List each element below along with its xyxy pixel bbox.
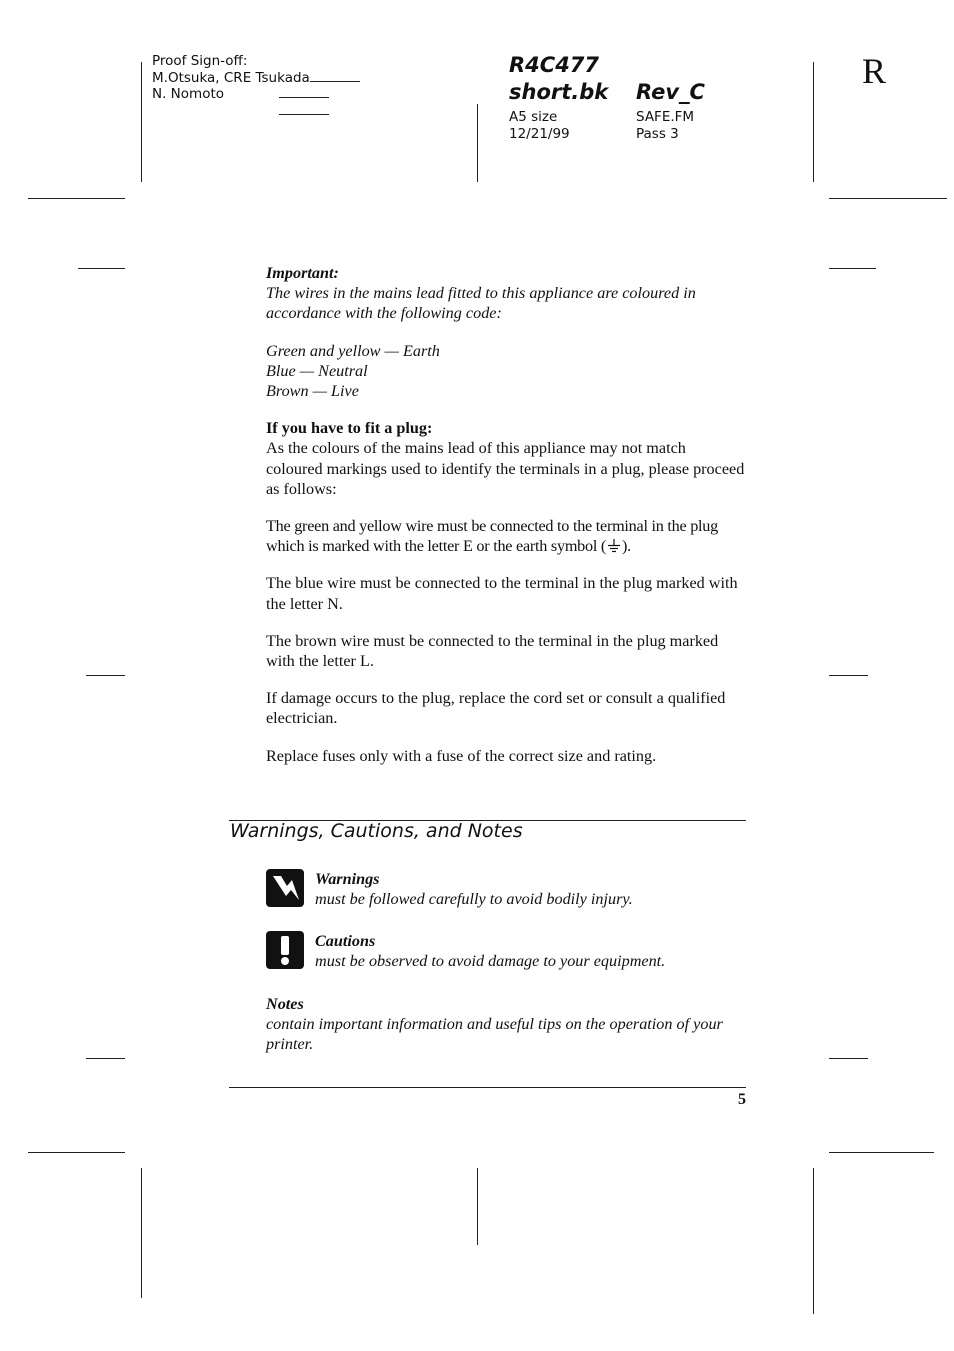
- proof-line3: [152, 103, 360, 120]
- crop-mark: [829, 1058, 868, 1059]
- header-size: A5 size: [509, 109, 558, 125]
- plug-text: As the colours of the mains lead of this appliance may not match coloured markings used to identify the terminals in a plug, please proceed as follows:: [266, 439, 745, 498]
- proof-signoff: [152, 53, 360, 119]
- header-book: short.bk: [509, 80, 609, 104]
- crop-mark: [86, 675, 125, 676]
- header-right: [636, 79, 705, 142]
- crop-mark: [477, 1168, 478, 1245]
- crop-mark: [28, 198, 125, 199]
- warnings-desc: must be followed carefully to avoid bodily injury.: [315, 890, 633, 909]
- chapter-mark: R: [862, 51, 887, 91]
- fuse-paragraph: Replace fuses only with a fuse of the correct size and rating.: [266, 746, 657, 765]
- warnings-title: Warnings: [315, 870, 380, 888]
- signature-blank: [279, 103, 329, 115]
- notes-desc: contain important information and useful tips on the operation of your printer.: [266, 1015, 723, 1054]
- crop-mark: [86, 1058, 125, 1059]
- proof-line1: M.Otsuka, CRE Tsukada: [152, 70, 360, 87]
- earth-symbol-icon: [606, 538, 622, 554]
- damage-paragraph: If damage occurs to the plug, replace the cord set or consult a qualified electrician.: [266, 689, 726, 728]
- cautions-note: [315, 931, 665, 971]
- header-left: [509, 52, 608, 142]
- green-wire-paragraph: The green and yellow wire must be connected to the terminal in the plug which is marked with the letter E or the earth symbol ( ).: [266, 517, 718, 556]
- crop-mark: [829, 1152, 934, 1153]
- cautions-desc: must be observed to avoid damage to your equipment.: [315, 952, 666, 971]
- crop-mark: [829, 198, 947, 199]
- color-code-item: Green and yellow — Earth: [266, 341, 440, 360]
- main-content: [266, 263, 746, 783]
- crop-mark: [813, 62, 814, 182]
- color-code-item: Brown — Live: [266, 382, 359, 401]
- warnings-note: [315, 869, 633, 909]
- header-code: R4C477: [509, 53, 600, 77]
- important-text: The wires in the mains lead fitted to this appliance are coloured in accordance with the following code:: [266, 284, 696, 323]
- lightning-icon: [266, 869, 304, 907]
- crop-mark: [829, 675, 868, 676]
- header-date: 12/21/99: [509, 125, 570, 142]
- caution-icon: [266, 931, 304, 969]
- blue-wire-paragraph: The blue wire must be connected to the terminal in the plug marked with the letter N.: [266, 574, 738, 613]
- exclamation-icon: [266, 931, 304, 969]
- crop-mark: [78, 268, 125, 269]
- header-file: SAFE.FM: [636, 109, 695, 125]
- proof-line2: N. Nomoto: [152, 86, 360, 103]
- footer-rule: [229, 1087, 746, 1088]
- color-code-list: [266, 341, 746, 402]
- signature-blank: [310, 70, 360, 82]
- notes-title: Notes: [266, 995, 304, 1013]
- crop-mark: [477, 104, 478, 182]
- crop-mark: [141, 62, 142, 182]
- brown-wire-paragraph: The brown wire must be connected to the terminal in the plug marked with the letter L.: [266, 631, 719, 671]
- crop-mark: [141, 1168, 142, 1298]
- plug-heading: If you have to fit a plug:: [266, 419, 433, 438]
- section-title: Warnings, Cautions, and Notes: [230, 820, 523, 842]
- cautions-title: Cautions: [315, 932, 376, 950]
- page-number: 5: [738, 1091, 746, 1108]
- proof-title: Proof Sign-off:: [152, 53, 248, 69]
- color-code-item: Blue — Neutral: [266, 361, 368, 380]
- warning-icon: [266, 869, 304, 907]
- signature-blank: [279, 86, 329, 98]
- crop-mark: [28, 1152, 125, 1153]
- notes-note: [266, 994, 746, 1055]
- important-label: Important:: [266, 264, 339, 282]
- header-rev: Rev_C: [636, 80, 705, 104]
- crop-mark: [829, 268, 876, 269]
- header-pass: Pass 3: [636, 125, 679, 142]
- crop-mark: [813, 1168, 814, 1314]
